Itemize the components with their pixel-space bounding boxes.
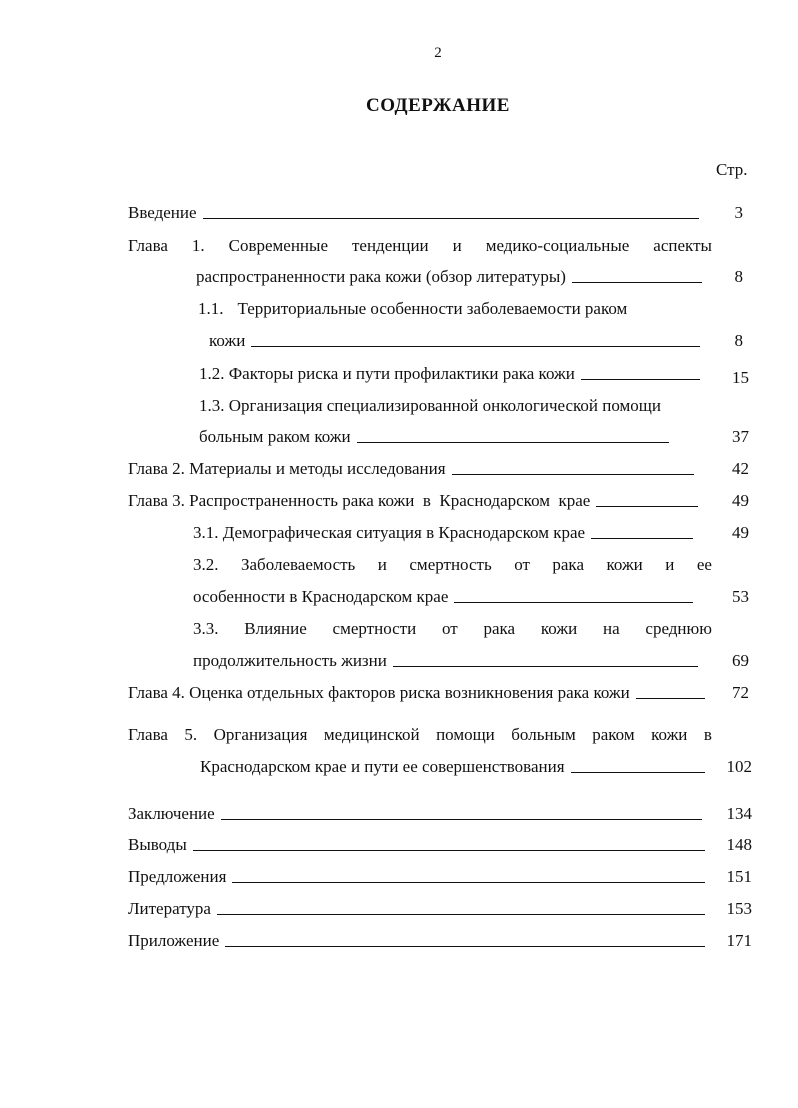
toc-label: 3.1. Демографическая ситуация в Краснодарском крае — [193, 523, 586, 542]
toc-word: кожи — [540, 619, 578, 638]
toc-label: Предложения — [128, 867, 227, 886]
leader-line — [203, 217, 699, 219]
toc-word: Организация — [213, 725, 308, 744]
toc-entry-ch1-line1 — [128, 236, 712, 256]
toc-entry-ch4 — [128, 683, 711, 703]
toc-page: 15 — [732, 368, 749, 387]
toc-word: больным — [511, 725, 576, 744]
leader-line — [393, 665, 698, 667]
toc-label: Краснодарском крае и пути ее совершенствования — [200, 757, 565, 776]
toc-entry-proposals — [128, 867, 711, 887]
leader-line — [454, 601, 693, 603]
toc-page: 49 — [732, 523, 749, 542]
toc-word: 3.2. — [193, 555, 219, 574]
toc-label: особенности в Краснодарском крае — [193, 587, 449, 606]
toc-word: кожи — [606, 555, 643, 574]
toc-word: рака — [483, 619, 516, 638]
toc-entry-s31 — [193, 523, 699, 543]
leader-line — [232, 881, 705, 883]
leader-line — [217, 913, 705, 915]
leader-line — [357, 441, 669, 443]
toc-page: 102 — [726, 757, 752, 776]
toc-word: рака — [552, 555, 584, 574]
toc-word: аспекты — [653, 236, 712, 255]
toc-word: смертности — [332, 619, 417, 638]
leader-line — [571, 771, 705, 773]
toc-word: Заболеваемость — [240, 555, 356, 574]
toc-label: Выводы — [128, 835, 187, 854]
toc-entry-intro — [128, 203, 705, 223]
toc-word: 3.3. — [193, 619, 219, 638]
toc-label: распространенности рака кожи (обзор литературы) — [196, 267, 566, 286]
page-column-header: Стр. — [716, 160, 748, 179]
toc-word: 1. — [191, 236, 205, 255]
toc-word: среднюю — [645, 619, 712, 638]
toc-label: Глава 3. Распространенность рака кожи в Краснодарском крае — [128, 491, 591, 510]
toc-entry-findings — [128, 835, 711, 855]
page-number: 2 — [434, 45, 442, 61]
toc-page: 69 — [732, 651, 749, 670]
toc-label: Глава 4. Оценка отдельных факторов риска возникновения рака кожи — [128, 683, 630, 702]
toc-entry-ch1-line2 — [196, 267, 708, 287]
toc-word: 5. — [184, 725, 198, 744]
toc-word: и — [452, 236, 462, 255]
toc-word: от — [441, 619, 458, 638]
leader-line — [225, 945, 705, 947]
page-title: СОДЕРЖАНИЕ — [366, 95, 510, 116]
toc-page: 151 — [726, 867, 752, 886]
toc-label: Глава 2. Материалы и методы исследования — [128, 459, 446, 478]
toc-page: 42 — [732, 459, 749, 478]
toc-entry-s33-line2 — [193, 651, 704, 671]
toc-entry-s13-line1: 1.3. Организация специализированной онкологической помощи — [199, 396, 661, 415]
toc-word: Влияние — [244, 619, 307, 638]
toc-page: 53 — [732, 587, 749, 606]
toc-entry-s12 — [199, 364, 706, 384]
toc-entry-s13-line2 — [199, 427, 675, 447]
toc-page: 148 — [726, 835, 752, 854]
toc-page: 134 — [726, 804, 752, 823]
toc-word: помощи — [436, 725, 495, 744]
toc-label: 1.2. Факторы риска и пути профилактики рака кожи — [199, 364, 575, 383]
toc-entry-ch5-line2 — [200, 757, 711, 777]
toc-word: тенденции — [351, 236, 429, 255]
toc-word: кожи — [651, 725, 688, 744]
toc-word: смертность — [409, 555, 492, 574]
toc-word: Современные — [228, 236, 329, 255]
toc-page: 3 — [734, 203, 743, 222]
toc-label: кожи — [209, 331, 246, 350]
toc-entry-literature — [128, 899, 711, 919]
toc-label: продолжительность жизни — [193, 651, 387, 670]
toc-word: от — [514, 555, 530, 574]
toc-word: в — [703, 725, 712, 744]
toc-word: и — [377, 555, 387, 574]
toc-label: Территориальные особенности заболеваемости раком — [237, 299, 628, 318]
toc-entry-conclusion — [128, 804, 708, 824]
toc-page: 171 — [726, 931, 752, 950]
toc-label: Заключение — [128, 804, 215, 823]
toc-page: 8 — [734, 267, 743, 286]
leader-line — [452, 473, 694, 475]
toc-entry-s33-line1 — [193, 619, 712, 639]
toc-entry-s32-line2 — [193, 587, 699, 607]
toc-entry-s11-line2 — [209, 331, 706, 351]
toc-section-number: 1.1. — [198, 299, 224, 318]
toc-page: 72 — [732, 683, 749, 702]
leader-line — [221, 818, 702, 820]
toc-page: 49 — [732, 491, 749, 510]
toc-entry-s11-line1 — [198, 299, 627, 319]
leader-line — [251, 345, 700, 347]
leader-line — [581, 378, 700, 380]
toc-word: Глава — [128, 236, 168, 255]
toc-entry-appendix — [128, 931, 711, 951]
toc-word: ее — [696, 555, 712, 574]
leader-line — [193, 849, 705, 851]
toc-page: 153 — [726, 899, 752, 918]
toc-page: 37 — [732, 427, 749, 446]
toc-label: Литература — [128, 899, 211, 918]
toc-word: Глава — [128, 725, 168, 744]
toc-word: и — [665, 555, 675, 574]
toc-word: медицинской — [323, 725, 420, 744]
toc-word: раком — [592, 725, 635, 744]
toc-label: больным раком кожи — [199, 427, 351, 446]
toc-label: Введение — [128, 203, 197, 222]
toc-entry-ch2 — [128, 459, 700, 479]
toc-entry-ch5-line1 — [128, 725, 712, 745]
toc-word: на — [602, 619, 620, 638]
toc-entry-ch3 — [128, 491, 704, 511]
leader-line — [596, 505, 698, 507]
toc-page: 8 — [734, 331, 743, 350]
toc-entry-s32-line1 — [193, 555, 712, 575]
toc-word: медико-социальные — [485, 236, 630, 255]
toc-label: Приложение — [128, 931, 220, 950]
leader-line — [591, 537, 693, 539]
